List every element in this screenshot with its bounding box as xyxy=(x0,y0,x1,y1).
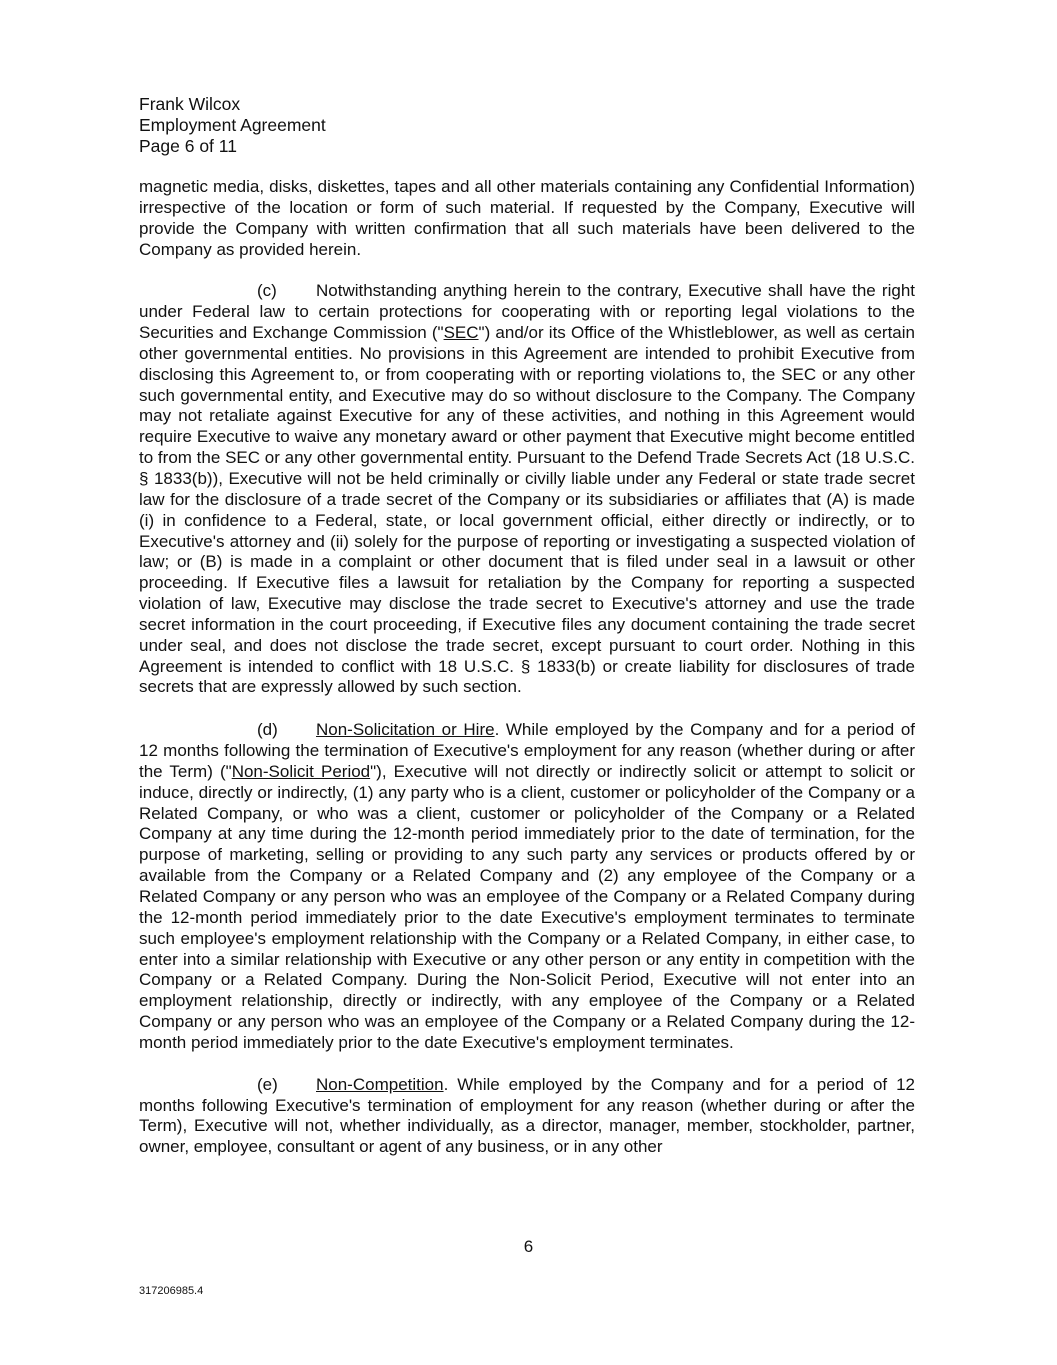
page-header xyxy=(139,94,326,157)
paragraph-c-text-b: ") and/or its Office of the Whistleblower, as well as certain other governmental entities. No provisions in this Agreement are intended to prohibit Executive from disclosing this Agreement to, or from cooperating with or reporting violations to, the SEC or any other such governmental entity, and Executive may do so without disclosure to the Company. The Company may not retaliate against Executive for any of these activities, and nothing in this Agreement would require Executive to waive any monetary award or other payment that Executive might become entitled to from the SEC or any other governmental entity. Pursuant to the Defend Trade Secrets Act (18 U.S.C. § 1833(b)), Executive will not be held criminally or civilly liable under any Federal or state trade secret law for the disclosure of a trade secret of the Company or its subsidiaries or affiliates that (A) is made (i) in confidence to a Federal, state, or local government official, either directly or indirectly, or to Executive's attorney and (ii) solely for the purpose of reporting or investigating a suspected violation of law; or (B) is made in a complaint or other document that is filed under seal in a lawsuit or other proceeding. If Executive files a lawsuit for retaliation by the Company for reporting a suspected violation of law, Executive may disclose the trade secret to Executive's attorney and use the trade secret information in the court proceeding, if Executive files any document containing the trade secret under seal, and does not disclose the trade secret, except pursuant to court order. Nothing in this Agreement is intended to conflict with 18 U.S.C. § 1833(b) or create liability for disclosures of trade secrets that are expressly allowed by such section. xyxy=(139,323,915,697)
non-solicit-period-term: Non-Solicit Period xyxy=(231,761,371,781)
header-name: Frank Wilcox xyxy=(139,94,241,114)
paragraph-d-text-b: "), Executive will not directly or indirectly solicit or attempt to solicit or induce, directly or indirectly, (1) any party who is a client, customer or policyholder of the Company or a Related Company, or who was a client, customer or policyholder of the Company or a Related Company at any time during the 12-month period immediately prior to the date of termination, for the purpose of marketing, selling or providing to any such party any services or products offered by or available from the Company or a Related Company and (2) any employee of the Company or a Related Company or any person who was an employee of the Company or a Related Company during the 12-month period immediately prior to the date Executive's employment terminates to terminate such employee's employment relationship with the Company or a Related Company, in either case, to enter into a similar relationship with Executive or any other person or any entity in competition with the Company or a Related Company. During the Non-Solicit Period, Executive will not enter into an employment relationship, directly or indirectly, with any employee of the Company or a Related Company or any person who was an employee of the Company or a Related Company during the 12-month period immediately prior to the date Executive's employment terminates. xyxy=(139,761,916,1052)
paragraph-d-text-a: . While employed by the Company and for a period of 12 months following the termination of Executive's employment for any reason (whether during or after the Term) (" xyxy=(139,720,915,781)
paragraph-e-label: (e) xyxy=(257,1074,278,1094)
paragraph-d-label: (d) xyxy=(257,720,278,740)
header-page: Page 6 of 11 xyxy=(139,136,237,156)
header-title: Employment Agreement xyxy=(139,115,326,135)
sec-defined-term: SEC xyxy=(443,323,479,343)
paragraph-d xyxy=(139,720,915,1054)
page-number: 6 xyxy=(523,1237,534,1256)
paragraph-continuation: magnetic media, disks, diskettes, tapes and all other materials containing any Confidential Information) irrespective of the location or form of such material. If requested by the Company, Executive will provide the Company with written confirmation that all such materials have been delivered to the Company as provided herein. xyxy=(139,177,915,259)
paragraph-e-heading: Non-Competition xyxy=(316,1074,444,1094)
paragraph-c-text-a: Notwithstanding anything herein to the contrary, Executive shall have the right under Federal law to certain protections for cooperating with or reporting legal violations to the Securities and Exchange Commission (" xyxy=(139,281,915,343)
paragraph-d-heading: Non-Solicitation or Hire xyxy=(316,720,495,740)
paragraph-e-text: . While employed by the Company and for a period of 12 months following Executive's termination of employment for any reason (whether during or after the Term), Executive will not, whether individually, as a director, manager, member, stockholder, partner, owner, employee, consultant or agent of any business, or in any other xyxy=(139,1074,915,1157)
paragraph-e xyxy=(139,1075,915,1158)
document-id: 317206985.4 xyxy=(139,1285,204,1297)
paragraph-c-label: (c) xyxy=(257,281,277,301)
document-body xyxy=(139,177,915,1179)
paragraph-c xyxy=(139,281,915,698)
